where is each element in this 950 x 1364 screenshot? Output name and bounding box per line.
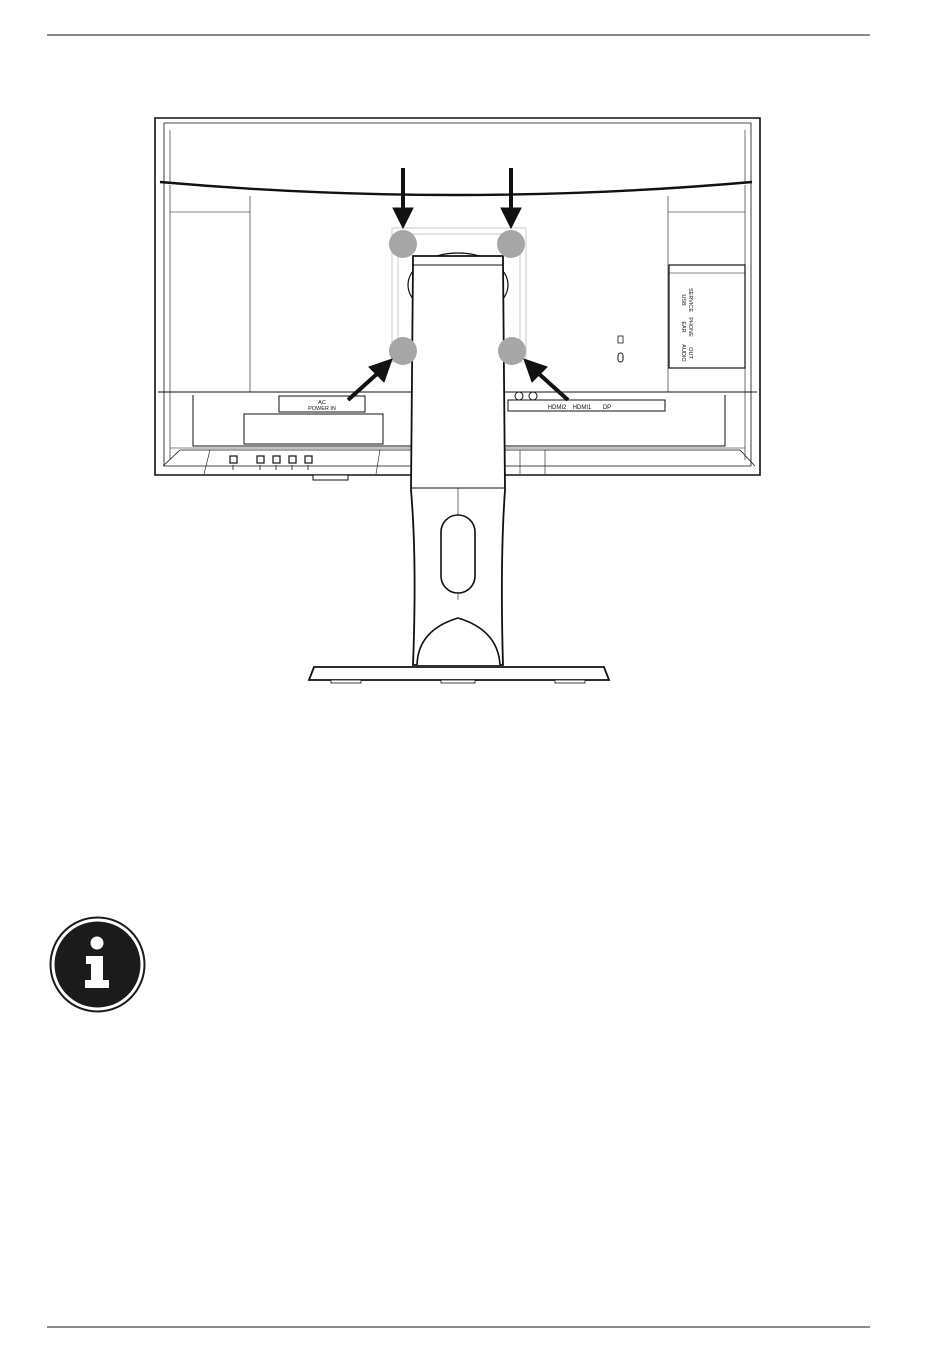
svg-text:DP: DP [602,405,612,411]
svg-text:POWER IN: POWER IN [308,406,336,412]
svg-text:OUT: OUT [687,347,693,359]
svg-text:EAR: EAR [680,321,686,333]
svg-text:AUDIO: AUDIO [680,344,686,362]
monitor-stand [309,253,612,683]
arrow-diagonal-left [348,359,392,400]
side-port-panel [669,265,745,368]
video-ports-panel [508,392,665,411]
arrow-down-left [393,168,413,228]
svg-text:HDMI2: HDMI2 [547,405,567,411]
arrow-down-right [501,168,521,228]
arrow-diagonal-right [524,359,568,400]
svg-text:SERVICE: SERVICE [687,287,693,313]
svg-text:AC: AC [318,400,326,406]
screw-marker-bottom-left [389,337,417,365]
screw-marker-bottom-right [498,337,526,365]
footer-rule [47,1326,870,1328]
screw-marker-top-right [497,230,525,258]
svg-text:PHONE: PHONE [687,317,693,337]
svg-text:USB: USB [680,294,686,306]
kensington-lock-slot [618,336,623,362]
screw-marker-top-left [389,230,417,258]
control-buttons [230,456,348,480]
svg-text:HDMI1: HDMI1 [572,405,592,411]
info-icon [49,916,146,1013]
